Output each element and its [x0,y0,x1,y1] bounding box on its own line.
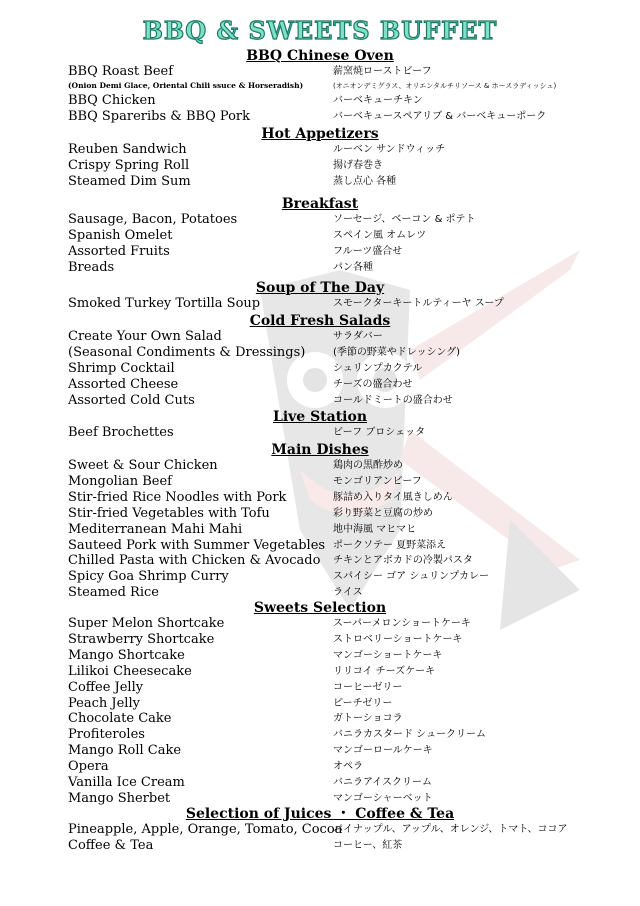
menu-item-english: Beef Brochettes [68,425,174,440]
menu-item-english: Coffee Jelly [68,679,144,695]
menu-item-japanese: ピーチゼリー [333,697,393,709]
menu-item-japanese: リリコイ チーズケーキ [333,665,436,677]
menu-item-japanese: スモークターキートルティーヤ スープ [333,298,504,309]
menu-item-japanese: 豚詰め入りタイ風きしめん [333,491,453,503]
menu-title: BBQ & SWEETS BUFFET [142,16,498,45]
menu-item-japanese: スパイシー ゴア シュリンプカレー [333,571,490,583]
section-heading: Selection of Juices ・ Coffee & Tea [185,806,455,822]
menu-item-japanese: シュリンプカクテル [333,362,423,374]
section-heading: Live Station [272,409,368,425]
menu-item-japanese: (オニオンデミグラス、オリエンタルチリソース & ホースラディッシュ) [333,81,557,90]
menu-item-english: Pineapple, Apple, Orange, Tomato, Cocoa [68,822,343,837]
menu-item-english: Create Your Own Salad [68,329,222,344]
menu-item-japanese: ビーフ ブロシェッタ [333,427,426,438]
menu-item-english: Reuben Sandwich [68,142,187,157]
menu-item-japanese: 鶏肉の黒酢炒め [333,460,403,471]
menu-item-japanese: サラダバー [333,331,383,342]
menu-item-english: Assorted Fruits [68,243,170,259]
menu-item-english: Crispy Spring Roll [68,157,190,173]
menu-item-english: (Seasonal Condiments & Dressings) [68,344,306,360]
menu-item-japanese: マンゴーロールケーキ [333,745,433,757]
menu-item-japanese: ソーセージ、ベーコン & ポテト [333,214,476,225]
menu-item-japanese: バニラカスタード シュークリーム [333,729,486,741]
menu-item-japanese: パン各種 [333,261,373,273]
menu-item-japanese: チーズの盛合わせ [333,378,413,390]
menu-item-japanese: コーヒー、紅茶 [333,839,403,851]
section-heading: Main Dishes [271,442,369,458]
menu-item-english: Sauteed Pork with Summer Vegetables [68,537,326,553]
menu-item-english: BBQ Chicken [68,92,156,108]
menu-item-english: Assorted Cold Cuts [68,392,195,408]
menu-item-japanese: モンゴリアンビーフ [333,475,422,487]
menu-item-english: BBQ Roast Beef [68,64,174,79]
menu-item-japanese: コールドミートの盛合わせ [333,394,453,406]
menu-item-japanese: ルーベン サンドウィッチ [333,144,446,155]
menu-item-japanese: 揚げ春巻き [333,159,383,171]
menu-item-japanese: 地中海風 マヒマヒ [333,523,417,535]
section-heading: Cold Fresh Salads [249,313,391,329]
menu-item-english: Mongolian Beef [68,473,172,489]
menu-item-english: Mango Shortcake [68,647,185,663]
menu-item-japanese: オペラ [333,761,363,773]
menu-item-japanese: ガトーショコラ [333,713,403,725]
menu-item-english: Smoked Turkey Tortilla Soup [68,296,261,311]
menu-item-english: Vanilla Ice Cream [68,775,185,790]
section-heading: Hot Appetizers [261,126,379,142]
menu-item-english: Opera [68,759,109,775]
menu-item-english: Mango Roll Cake [68,743,182,759]
menu-item-english: Steamed Rice [68,585,159,601]
menu-item-japanese: バニラアイスクリーム [333,777,432,788]
menu-item-japanese: マンゴーシャーベット [333,792,433,804]
menu-item-japanese: ライス [333,587,363,599]
menu-item-japanese: バーベキュースペアリブ & バーベキューポーク [333,110,547,122]
menu-item-english: Profiteroles [68,727,145,743]
menu-item-english: Chilled Pasta with Chicken & Avocado [68,553,321,569]
menu-item-english: Stir-fried Rice Noodles with Pork [68,489,287,505]
section-heading: BBQ Chinese Oven [246,48,394,64]
menu-item-english: Sweet & Sour Chicken [68,458,218,473]
menu-item-japanese: 蒸し点心 各種 [333,175,397,187]
menu-item-english: Mediterranean Mahi Mahi [68,521,243,537]
menu-item-japanese: 薪窯焼ローストビーフ [333,66,432,77]
menu-item-english: Assorted Cheese [68,376,179,392]
menu-item-japanese: 彩り野菜と豆腐の炒め [333,507,433,519]
menu-item-japanese: ポークソテー 夏野菜添え [333,539,447,551]
menu-item-english: Chocolate Cake [68,711,172,727]
section-heading: Soup of The Day [255,280,385,296]
menu-item-english: Lilikoi Cheesecake [68,663,192,679]
menu-item-japanese: マンゴーショートケーキ [333,649,443,661]
menu-item-japanese: スペイン風 オムレツ [333,229,427,241]
menu-item-english: Coffee & Tea [68,837,154,853]
menu-item-english: (Onion Demi Glace, Oriental Chili ssuce & Horseradish) [68,80,304,90]
menu-item-japanese: パイナップル、アップル、オレンジ、トマト、ココア [333,824,568,835]
menu-item-japanese: (季節の野菜やドレッシング) [333,346,461,358]
menu-item-english: Shrimp Cocktail [68,360,175,376]
menu-item-japanese: スーパーメロンショートケーキ [333,618,471,629]
menu-item-english: Strawberry Shortcake [68,631,215,647]
menu-item-japanese: コーヒーゼリー [333,681,403,693]
menu-item-english: Steamed Dim Sum [68,173,191,189]
menu-item-english: Peach Jelly [68,695,140,711]
menu-item-english: BBQ Spareribs & BBQ Pork [68,108,251,124]
menu-item-japanese: フルーツ盛合せ [333,245,403,257]
menu-item-english: Stir-fried Vegetables with Tofu [68,505,270,521]
menu-item-japanese: バーベキューチキン [333,94,423,106]
section-heading: Breakfast [281,196,359,212]
menu-item-english: Spanish Omelet [68,227,173,243]
section-heading: Sweets Selection [253,600,387,616]
menu-item-english: Super Melon Shortcake [68,616,225,631]
menu-item-english: Breads [68,259,115,275]
menu-item-japanese: ストロベリーショートケーキ [333,633,463,645]
menu-item-english: Mango Sherbet [68,790,171,806]
menu-item-english: Spicy Goa Shrimp Curry [68,569,229,585]
menu-item-english: Sausage, Bacon, Potatoes [68,212,238,227]
menu-item-japanese: チキンとアボカドの冷製パスタ [333,555,473,567]
